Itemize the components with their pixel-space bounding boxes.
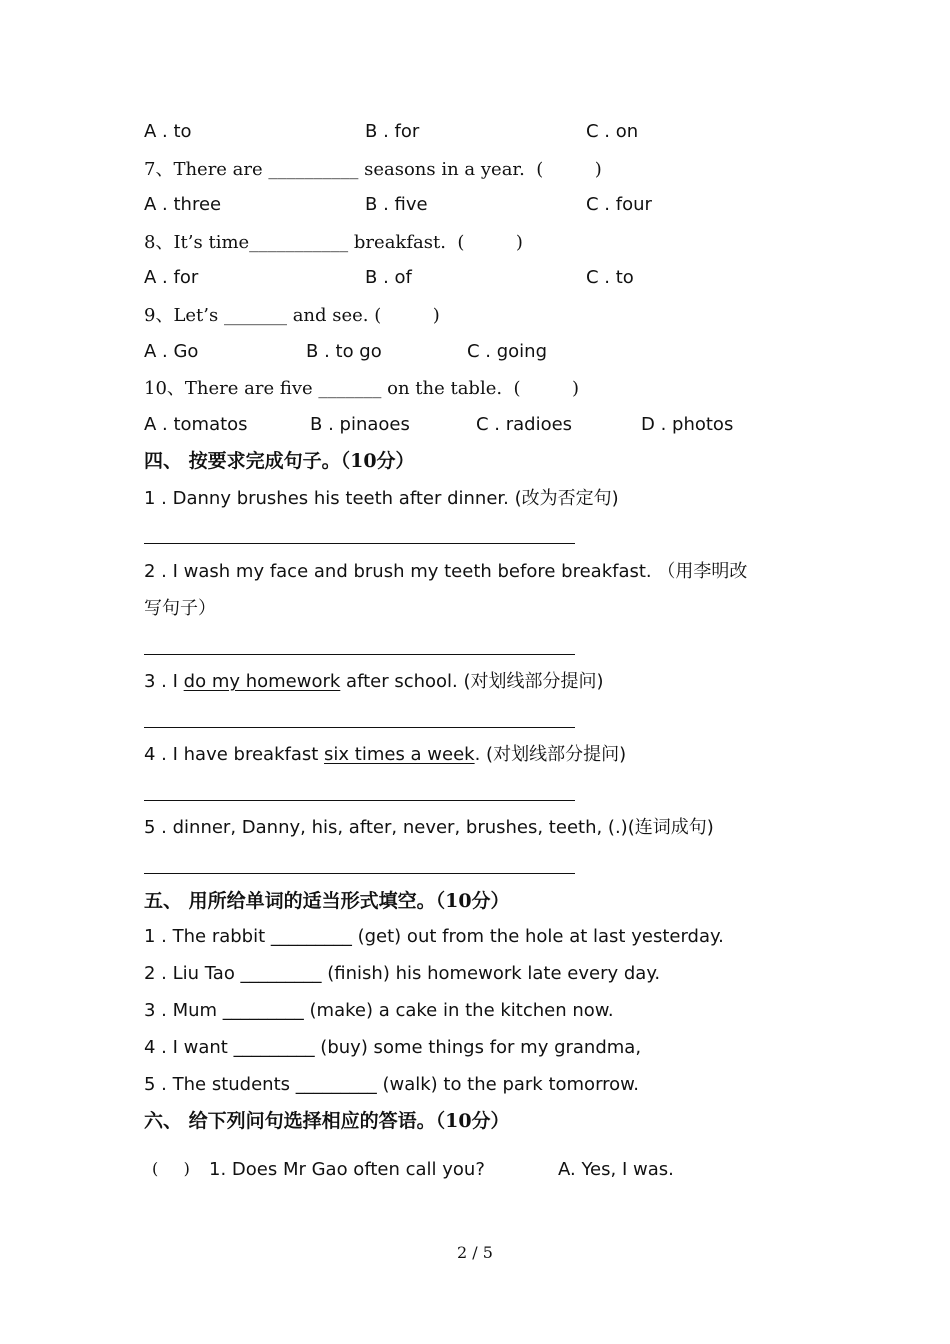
section4-item4 — [144, 743, 626, 767]
section5-item: 1 . The rabbit _________ (get) out from the hole at last yesterday. — [144, 926, 724, 947]
q6-option-a: A . to — [144, 121, 192, 142]
answer-line-4[interactable] — [144, 800, 575, 801]
section5-item: 2 . Liu Tao _________ (finish) his homework late every day. — [144, 963, 661, 984]
section4-item5: 5 . dinner, Danny, his, after, never, brushes, teeth, (.)(连词成句) — [144, 817, 714, 838]
section4-item2-line1: 2 . I wash my face and brush my teeth before breakfast. （用李明改 — [144, 561, 748, 582]
answer-line-2[interactable] — [144, 654, 575, 655]
q9-option-b: B . to go — [306, 341, 382, 362]
item3-underlined: do my homework — [183, 671, 341, 692]
q9-stem: 9、Let’s _______ and see. ( ) — [144, 305, 440, 326]
q9-option-c: C . going — [467, 341, 548, 362]
answer-line-1[interactable] — [144, 543, 575, 544]
section4-title: 四、 按要求完成句子。（10分） — [144, 450, 415, 472]
item3-suffix: after school. (对划线部分提问) — [340, 671, 604, 692]
q8-option-a: A . for — [144, 267, 199, 288]
q10-option-b: B . pinaoes — [310, 414, 410, 435]
q6-option-b: B . for — [365, 121, 420, 142]
q10-option-a: A . tomatos — [144, 414, 248, 435]
q6-option-c: C . on — [586, 121, 639, 142]
section5-title: 五、 用所给单词的适当形式填空。（10分） — [144, 890, 510, 912]
q7-option-c: C . four — [586, 194, 652, 215]
section6-q1-text: 1. Does Mr Gao often call you? — [209, 1159, 485, 1180]
section4-item2-line2: 写句子） — [144, 598, 216, 619]
q7-option-a: A . three — [144, 194, 222, 215]
section6-q1-paren[interactable]: ( ) — [152, 1159, 190, 1178]
section6-q1-answer: A. Yes, I was. — [558, 1159, 674, 1180]
page-number: 2 / 5 — [457, 1243, 493, 1262]
item4-prefix: 4 . I have breakfast — [144, 744, 325, 765]
answer-line-3[interactable] — [144, 727, 575, 728]
q10-stem: 10、There are five _______ on the table. ( ) — [144, 378, 580, 399]
q8-option-c: C . to — [586, 267, 634, 288]
section5-item: 5 . The students _________ (walk) to the park tomorrow. — [144, 1074, 639, 1095]
item3-prefix: 3 . I — [144, 671, 184, 692]
item4-underlined: six times a week — [324, 744, 475, 765]
section4-item1: 1 . Danny brushes his teeth after dinner. (改为否定句) — [144, 488, 619, 509]
q8-stem: 8、It’s time___________ breakfast. ( ) — [144, 232, 523, 253]
answer-line-5[interactable] — [144, 873, 575, 874]
q9-option-a: A . Go — [144, 341, 199, 362]
q7-option-b: B . five — [365, 194, 428, 215]
section6-title: 六、 给下列问句选择相应的答语。（10分） — [144, 1110, 510, 1132]
item4-suffix: . (对划线部分提问) — [474, 744, 627, 765]
q10-option-d: D . photos — [641, 414, 734, 435]
section5-item: 4 . I want _________ (buy) some things for my grandma, — [144, 1037, 642, 1058]
q10-option-c: C . radioes — [476, 414, 573, 435]
section4-item3 — [144, 670, 604, 694]
section5-item: 3 . Mum _________ (make) a cake in the kitchen now. — [144, 1000, 614, 1021]
q7-stem: 7、There are __________ seasons in a year. ( ) — [144, 159, 602, 180]
q8-option-b: B . of — [365, 267, 412, 288]
